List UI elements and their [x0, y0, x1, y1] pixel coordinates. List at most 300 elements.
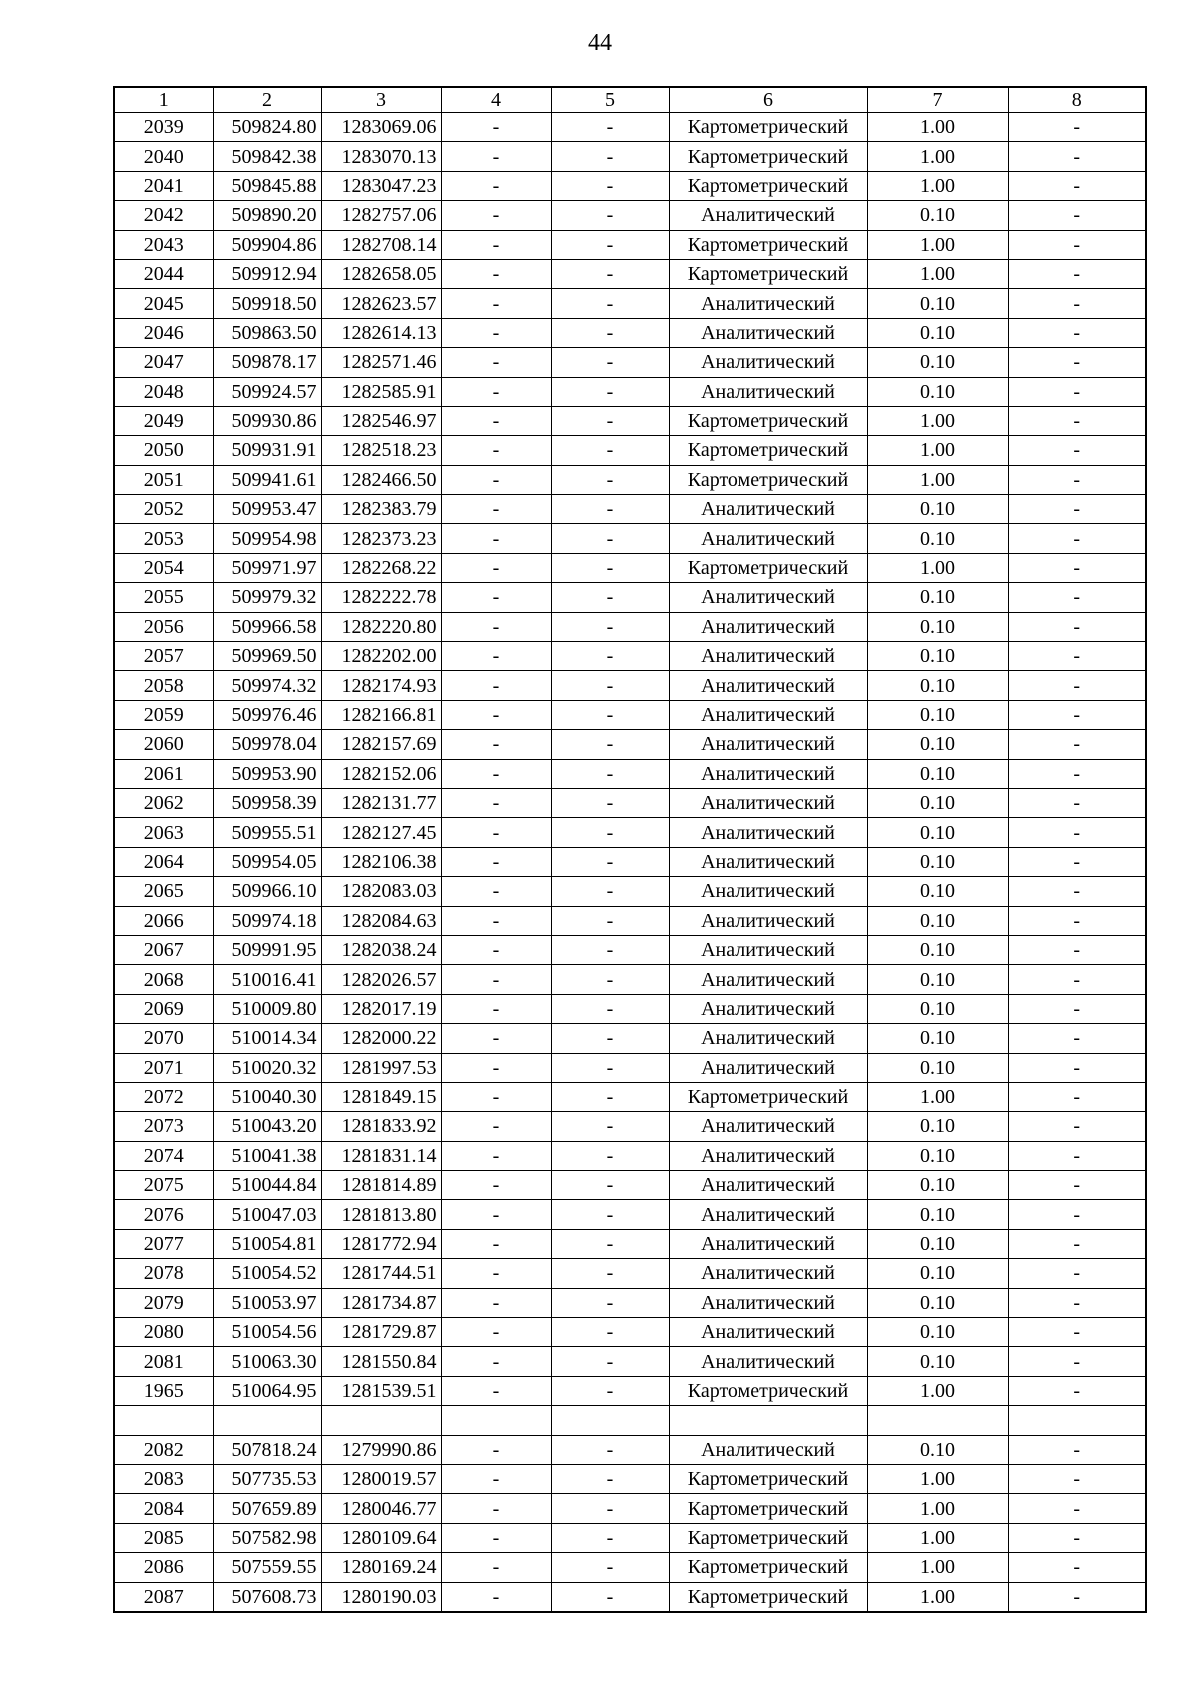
table-cell-col3: 1282083.03: [321, 877, 441, 906]
table-cell-col2: 507559.55: [213, 1553, 321, 1582]
table-cell-col2: 509863.50: [213, 318, 321, 347]
table-cell-col7: 0.10: [867, 935, 1008, 964]
table-cell-col5: -: [551, 465, 669, 494]
table-row: [114, 671, 1146, 700]
table-row: [114, 1053, 1146, 1082]
table-cell-col3: 1282000.22: [321, 1024, 441, 1053]
table-cell-col2: 507659.89: [213, 1494, 321, 1523]
table-cell-col3: 1281550.84: [321, 1347, 441, 1376]
table-cell-col5: -: [551, 1053, 669, 1082]
table-cell-col7: 0.10: [867, 583, 1008, 612]
table-cell-col8: -: [1008, 1229, 1146, 1258]
table-cell-col1: 2051: [114, 465, 213, 494]
table-cell-col5: -: [551, 1523, 669, 1552]
table-cell-col1: 2055: [114, 583, 213, 612]
table-cell-col7: 0.10: [867, 671, 1008, 700]
table-cell-col5: -: [551, 906, 669, 935]
table-cell-col1: 2083: [114, 1464, 213, 1493]
table-cell-col8: -: [1008, 1553, 1146, 1582]
table-cell-col2: 507818.24: [213, 1435, 321, 1464]
table-cell-col1: 2042: [114, 201, 213, 230]
table-row: [114, 583, 1146, 612]
table-cell-col7: 0.10: [867, 524, 1008, 553]
table-cell-col2: 510054.52: [213, 1259, 321, 1288]
table-cell-col5: -: [551, 1582, 669, 1612]
table-cell-col5: -: [551, 201, 669, 230]
table-cell-col8: -: [1008, 1171, 1146, 1200]
table-cell-col7: 0.10: [867, 965, 1008, 994]
table-cell-col4: -: [441, 289, 551, 318]
table-cell-col4: [441, 1406, 551, 1435]
table-cell-col7: 1.00: [867, 142, 1008, 171]
table-cell-col2: 510020.32: [213, 1053, 321, 1082]
table-cell-col4: -: [441, 877, 551, 906]
table-cell-col7: 0.10: [867, 847, 1008, 876]
table-cell-col4: -: [441, 1171, 551, 1200]
table-cell-col4: -: [441, 201, 551, 230]
table-cell-col6: Картометрический: [669, 1376, 867, 1405]
table-cell-col4: -: [441, 1553, 551, 1582]
table-cell-col6: Аналитический: [669, 289, 867, 318]
table-cell-col6: Аналитический: [669, 1288, 867, 1317]
table-cell-col8: -: [1008, 553, 1146, 582]
table-row: [114, 730, 1146, 759]
table-cell-col4: -: [441, 1464, 551, 1493]
table-cell-col6: Картометрический: [669, 171, 867, 200]
table-cell-col3: 1283047.23: [321, 171, 441, 200]
table-cell-col7: 1.00: [867, 436, 1008, 465]
table-cell-col5: -: [551, 171, 669, 200]
table-cell-col1: 2068: [114, 965, 213, 994]
table-cell-col7: 0.10: [867, 289, 1008, 318]
table-cell-col1: 2056: [114, 612, 213, 641]
table-cell-col4: -: [441, 553, 551, 582]
table-cell-col7: [867, 1406, 1008, 1435]
table-cell-col4: -: [441, 406, 551, 435]
table-row: [114, 642, 1146, 671]
table-row: [114, 818, 1146, 847]
table-cell-col6: Картометрический: [669, 259, 867, 288]
table-cell-col6: Аналитический: [669, 583, 867, 612]
table-cell-col1: 2048: [114, 377, 213, 406]
table-cell-col5: -: [551, 495, 669, 524]
table-cell-col7: 1.00: [867, 171, 1008, 200]
table-cell-col6: Аналитический: [669, 201, 867, 230]
table-cell-col7: 0.10: [867, 1347, 1008, 1376]
table-cell-col1: 2063: [114, 818, 213, 847]
table-cell-col8: -: [1008, 1288, 1146, 1317]
table-cell-col6: Аналитический: [669, 495, 867, 524]
table-cell-col5: -: [551, 1259, 669, 1288]
table-cell-col1: 2087: [114, 1582, 213, 1612]
table-cell-col5: -: [551, 1082, 669, 1111]
table-row: [114, 1141, 1146, 1170]
table-cell-col3: 1281813.80: [321, 1200, 441, 1229]
table-cell-col5: -: [551, 406, 669, 435]
table-cell-col7: 0.10: [867, 700, 1008, 729]
table-cell-col8: -: [1008, 759, 1146, 788]
table-cell-col7: 1.00: [867, 259, 1008, 288]
table-cell-col7: 0.10: [867, 642, 1008, 671]
table-cell-col8: -: [1008, 1494, 1146, 1523]
table-cell-col6: Аналитический: [669, 788, 867, 817]
table-row: [114, 1288, 1146, 1317]
table-cell-col8: -: [1008, 113, 1146, 142]
table-cell-col8: -: [1008, 524, 1146, 553]
table-cell-col8: -: [1008, 142, 1146, 171]
table-cell-col8: -: [1008, 495, 1146, 524]
table-row: [114, 1347, 1146, 1376]
table-cell-col3: 1282571.46: [321, 348, 441, 377]
table-cell-col1: [114, 1406, 213, 1435]
table-cell-col5: -: [551, 1229, 669, 1258]
table-cell-col2: 509991.95: [213, 935, 321, 964]
table-row: [114, 612, 1146, 641]
table-cell-col7: 0.10: [867, 906, 1008, 935]
table-cell-col4: -: [441, 465, 551, 494]
table-cell-col1: 2058: [114, 671, 213, 700]
table-cell-col6: Аналитический: [669, 818, 867, 847]
table-cell-col3: 1281849.15: [321, 1082, 441, 1111]
table-cell-col7: 1.00: [867, 1376, 1008, 1405]
table-cell-col8: -: [1008, 289, 1146, 318]
table-row: [114, 495, 1146, 524]
table-cell-col3: 1281831.14: [321, 1141, 441, 1170]
table-cell-col5: -: [551, 1494, 669, 1523]
table-cell-col5: -: [551, 289, 669, 318]
table-cell-col2: 510053.97: [213, 1288, 321, 1317]
table-row: [114, 1406, 1146, 1435]
table-cell-col4: -: [441, 847, 551, 876]
table-cell-col2: 507608.73: [213, 1582, 321, 1612]
table-cell-col6: Аналитический: [669, 1435, 867, 1464]
table-cell-col6: Аналитический: [669, 1024, 867, 1053]
table-cell-col6: Картометрический: [669, 1553, 867, 1582]
table-cell-col6: Аналитический: [669, 1200, 867, 1229]
table-cell-col7: 1.00: [867, 406, 1008, 435]
table-cell-col2: 509904.86: [213, 230, 321, 259]
table-cell-col8: -: [1008, 318, 1146, 347]
table-cell-col4: -: [441, 1053, 551, 1082]
table-cell-col5: -: [551, 377, 669, 406]
table-cell-col4: -: [441, 642, 551, 671]
table-cell-col3: 1279990.86: [321, 1435, 441, 1464]
table-cell-col6: Аналитический: [669, 524, 867, 553]
table-cell-col5: -: [551, 994, 669, 1023]
table-cell-col6: [669, 1406, 867, 1435]
table-cell-col4: -: [441, 1435, 551, 1464]
table-cell-col8: -: [1008, 171, 1146, 200]
table-cell-col7: 1.00: [867, 1523, 1008, 1552]
table-cell-col1: 2067: [114, 935, 213, 964]
table-cell-col3: 1281997.53: [321, 1053, 441, 1082]
table-cell-col6: Аналитический: [669, 318, 867, 347]
table-row: [114, 524, 1146, 553]
table-cell-col8: -: [1008, 1582, 1146, 1612]
table-cell-col5: -: [551, 113, 669, 142]
table-cell-col2: 507582.98: [213, 1523, 321, 1552]
table-cell-col4: -: [441, 583, 551, 612]
table-cell-col1: 2059: [114, 700, 213, 729]
table-cell-col1: 2040: [114, 142, 213, 171]
table-cell-col8: -: [1008, 994, 1146, 1023]
table-cell-col4: -: [441, 436, 551, 465]
table-cell-col3: 1283070.13: [321, 142, 441, 171]
table-cell-col2: 510040.30: [213, 1082, 321, 1111]
table-cell-col5: -: [551, 847, 669, 876]
table-cell-col1: 1965: [114, 1376, 213, 1405]
table-cell-col3: 1280169.24: [321, 1553, 441, 1582]
table-cell-col6: Картометрический: [669, 113, 867, 142]
table-cell-col8: -: [1008, 465, 1146, 494]
table-cell-col2: 509953.47: [213, 495, 321, 524]
table-cell-col8: -: [1008, 1259, 1146, 1288]
table-cell-col8: -: [1008, 201, 1146, 230]
table-cell-col4: -: [441, 113, 551, 142]
table-cell-col1: 2069: [114, 994, 213, 1023]
table-cell-col4: -: [441, 171, 551, 200]
table-cell-col8: -: [1008, 377, 1146, 406]
table-header: [114, 87, 1146, 113]
table-cell-col6: Аналитический: [669, 759, 867, 788]
table-cell-col7: 0.10: [867, 1053, 1008, 1082]
table-cell-col7: 0.10: [867, 1141, 1008, 1170]
table-cell-col1: 2060: [114, 730, 213, 759]
table-cell-col1: 2071: [114, 1053, 213, 1082]
table-cell-col3: 1282174.93: [321, 671, 441, 700]
table-cell-col3: 1282084.63: [321, 906, 441, 935]
table-cell-col6: Аналитический: [669, 700, 867, 729]
table-cell-col6: Аналитический: [669, 642, 867, 671]
table-cell-col8: -: [1008, 906, 1146, 935]
table-row: [114, 318, 1146, 347]
table-cell-col2: 509966.10: [213, 877, 321, 906]
table-cell-col2: 507735.53: [213, 1464, 321, 1493]
table-cell-col4: -: [441, 935, 551, 964]
table-cell-col1: 2084: [114, 1494, 213, 1523]
table-cell-col8: -: [1008, 788, 1146, 817]
table-cell-col5: -: [551, 1112, 669, 1141]
header-row: [114, 87, 1146, 113]
table-cell-col3: 1282623.57: [321, 289, 441, 318]
table-cell-col6: Аналитический: [669, 348, 867, 377]
table-cell-col6: Аналитический: [669, 906, 867, 935]
table-cell-col2: 509966.58: [213, 612, 321, 641]
table-body: [114, 113, 1146, 1612]
table-cell-col1: 2064: [114, 847, 213, 876]
table-cell-col6: Картометрический: [669, 1082, 867, 1111]
table-cell-col6: Картометрический: [669, 1523, 867, 1552]
table-row: [114, 465, 1146, 494]
table-cell-col2: 510044.84: [213, 1171, 321, 1200]
table-cell-col6: Картометрический: [669, 436, 867, 465]
table-cell-col5: -: [551, 1141, 669, 1170]
column-header-6: 6: [669, 87, 867, 113]
table-cell-col2: 509978.04: [213, 730, 321, 759]
table-cell-col7: 0.10: [867, 877, 1008, 906]
table-cell-col1: 2046: [114, 318, 213, 347]
table-cell-col5: -: [551, 1435, 669, 1464]
table-row: [114, 1259, 1146, 1288]
table-cell-col1: 2041: [114, 171, 213, 200]
table-cell-col2: 510016.41: [213, 965, 321, 994]
table-cell-col7: 1.00: [867, 553, 1008, 582]
table-cell-col6: Аналитический: [669, 847, 867, 876]
table-cell-col3: 1282127.45: [321, 818, 441, 847]
table-cell-col8: -: [1008, 642, 1146, 671]
table-cell-col8: -: [1008, 730, 1146, 759]
table-cell-col6: Аналитический: [669, 730, 867, 759]
table-cell-col1: 2082: [114, 1435, 213, 1464]
table-cell-col3: 1282017.19: [321, 994, 441, 1023]
table-cell-col1: 2047: [114, 348, 213, 377]
table-cell-col5: -: [551, 259, 669, 288]
table-cell-col6: Аналитический: [669, 1259, 867, 1288]
table-row: [114, 1024, 1146, 1053]
column-header-2: 2: [213, 87, 321, 113]
table-cell-col6: Аналитический: [669, 1229, 867, 1258]
table-row: [114, 994, 1146, 1023]
table-cell-col7: 0.10: [867, 1318, 1008, 1347]
table-cell-col1: 2077: [114, 1229, 213, 1258]
table-cell-col8: -: [1008, 230, 1146, 259]
table-cell-col6: Картометрический: [669, 1464, 867, 1493]
table-cell-col7: 1.00: [867, 113, 1008, 142]
table-cell-col1: 2076: [114, 1200, 213, 1229]
table-cell-col3: 1282466.50: [321, 465, 441, 494]
table-cell-col7: 0.10: [867, 1024, 1008, 1053]
table-cell-col5: -: [551, 553, 669, 582]
table-row: [114, 142, 1146, 171]
table-cell-col6: Картометрический: [669, 142, 867, 171]
table-row: [114, 759, 1146, 788]
table-cell-col2: 510063.30: [213, 1347, 321, 1376]
table-row: [114, 1229, 1146, 1258]
table-cell-col1: 2074: [114, 1141, 213, 1170]
column-header-8: 8: [1008, 87, 1146, 113]
column-header-4: 4: [441, 87, 551, 113]
table-cell-col8: -: [1008, 436, 1146, 465]
table-cell-col8: -: [1008, 583, 1146, 612]
table-cell-col5: -: [551, 524, 669, 553]
table-cell-col3: 1282658.05: [321, 259, 441, 288]
table-cell-col5: -: [551, 788, 669, 817]
table-cell-col4: -: [441, 318, 551, 347]
table-cell-col8: -: [1008, 1523, 1146, 1552]
table-cell-col7: 0.10: [867, 759, 1008, 788]
table-row: [114, 230, 1146, 259]
table-cell-col1: 2043: [114, 230, 213, 259]
table-cell-col4: -: [441, 1082, 551, 1111]
table-cell-col5: -: [551, 1288, 669, 1317]
table-row: [114, 1171, 1146, 1200]
table-cell-col2: 510041.38: [213, 1141, 321, 1170]
table-cell-col2: 509979.32: [213, 583, 321, 612]
table-row: [114, 935, 1146, 964]
table-cell-col1: 2079: [114, 1288, 213, 1317]
table-cell-col3: 1282152.06: [321, 759, 441, 788]
table-cell-col4: -: [441, 1288, 551, 1317]
table-cell-col2: [213, 1406, 321, 1435]
table-cell-col7: 0.10: [867, 994, 1008, 1023]
table-cell-col5: -: [551, 818, 669, 847]
table-cell-col5: -: [551, 965, 669, 994]
table-cell-col4: -: [441, 965, 551, 994]
table-cell-col4: -: [441, 1347, 551, 1376]
table-cell-col6: Аналитический: [669, 671, 867, 700]
table-cell-col8: -: [1008, 965, 1146, 994]
table-cell-col4: -: [441, 1200, 551, 1229]
table-cell-col5: -: [551, 1376, 669, 1405]
table-cell-col3: 1282373.23: [321, 524, 441, 553]
table-cell-col4: -: [441, 1494, 551, 1523]
table-cell-col5: -: [551, 642, 669, 671]
table-row: [114, 259, 1146, 288]
table-cell-col1: 2057: [114, 642, 213, 671]
table-cell-col2: 509941.61: [213, 465, 321, 494]
table-row: [114, 1464, 1146, 1493]
table-cell-col7: 0.10: [867, 730, 1008, 759]
table-cell-col3: 1282757.06: [321, 201, 441, 230]
table-cell-col3: [321, 1406, 441, 1435]
table-cell-col7: 0.10: [867, 1200, 1008, 1229]
table-cell-col7: 0.10: [867, 348, 1008, 377]
table-cell-col6: Картометрический: [669, 553, 867, 582]
table-row: [114, 1494, 1146, 1523]
table-row: [114, 113, 1146, 142]
table-cell-col7: 1.00: [867, 1553, 1008, 1582]
table-cell-col3: 1282546.97: [321, 406, 441, 435]
table-cell-col2: 509976.46: [213, 700, 321, 729]
table-cell-col3: 1282106.38: [321, 847, 441, 876]
table-row: [114, 436, 1146, 465]
table-cell-col8: -: [1008, 847, 1146, 876]
table-row: [114, 289, 1146, 318]
table-cell-col2: 509824.80: [213, 113, 321, 142]
table-cell-col3: 1282202.00: [321, 642, 441, 671]
table-cell-col1: 2044: [114, 259, 213, 288]
table-cell-col4: -: [441, 1259, 551, 1288]
table-cell-col8: -: [1008, 1082, 1146, 1111]
table-cell-col3: 1282518.23: [321, 436, 441, 465]
table-cell-col7: 0.10: [867, 1229, 1008, 1258]
table-cell-col7: 0.10: [867, 1435, 1008, 1464]
table-cell-col5: -: [551, 612, 669, 641]
table-cell-col3: 1281729.87: [321, 1318, 441, 1347]
table-cell-col3: 1280109.64: [321, 1523, 441, 1552]
table-cell-col7: 1.00: [867, 1082, 1008, 1111]
column-header-1: 1: [114, 87, 213, 113]
table-cell-col7: 1.00: [867, 230, 1008, 259]
table-cell-col5: -: [551, 1347, 669, 1376]
table-cell-col6: Аналитический: [669, 1141, 867, 1170]
table-cell-col2: 509954.05: [213, 847, 321, 876]
table-cell-col7: 0.10: [867, 1259, 1008, 1288]
table-cell-col3: 1281734.87: [321, 1288, 441, 1317]
table-cell-col2: 509971.97: [213, 553, 321, 582]
table-cell-col3: 1280019.57: [321, 1464, 441, 1493]
table-cell-col3: 1282157.69: [321, 730, 441, 759]
table-cell-col3: 1282038.24: [321, 935, 441, 964]
table-row: [114, 406, 1146, 435]
table-cell-col4: -: [441, 1582, 551, 1612]
table-cell-col4: -: [441, 818, 551, 847]
table-cell-col5: -: [551, 700, 669, 729]
table-row: [114, 1112, 1146, 1141]
table-cell-col4: -: [441, 671, 551, 700]
table-cell-col5: -: [551, 935, 669, 964]
table-row: [114, 1523, 1146, 1552]
